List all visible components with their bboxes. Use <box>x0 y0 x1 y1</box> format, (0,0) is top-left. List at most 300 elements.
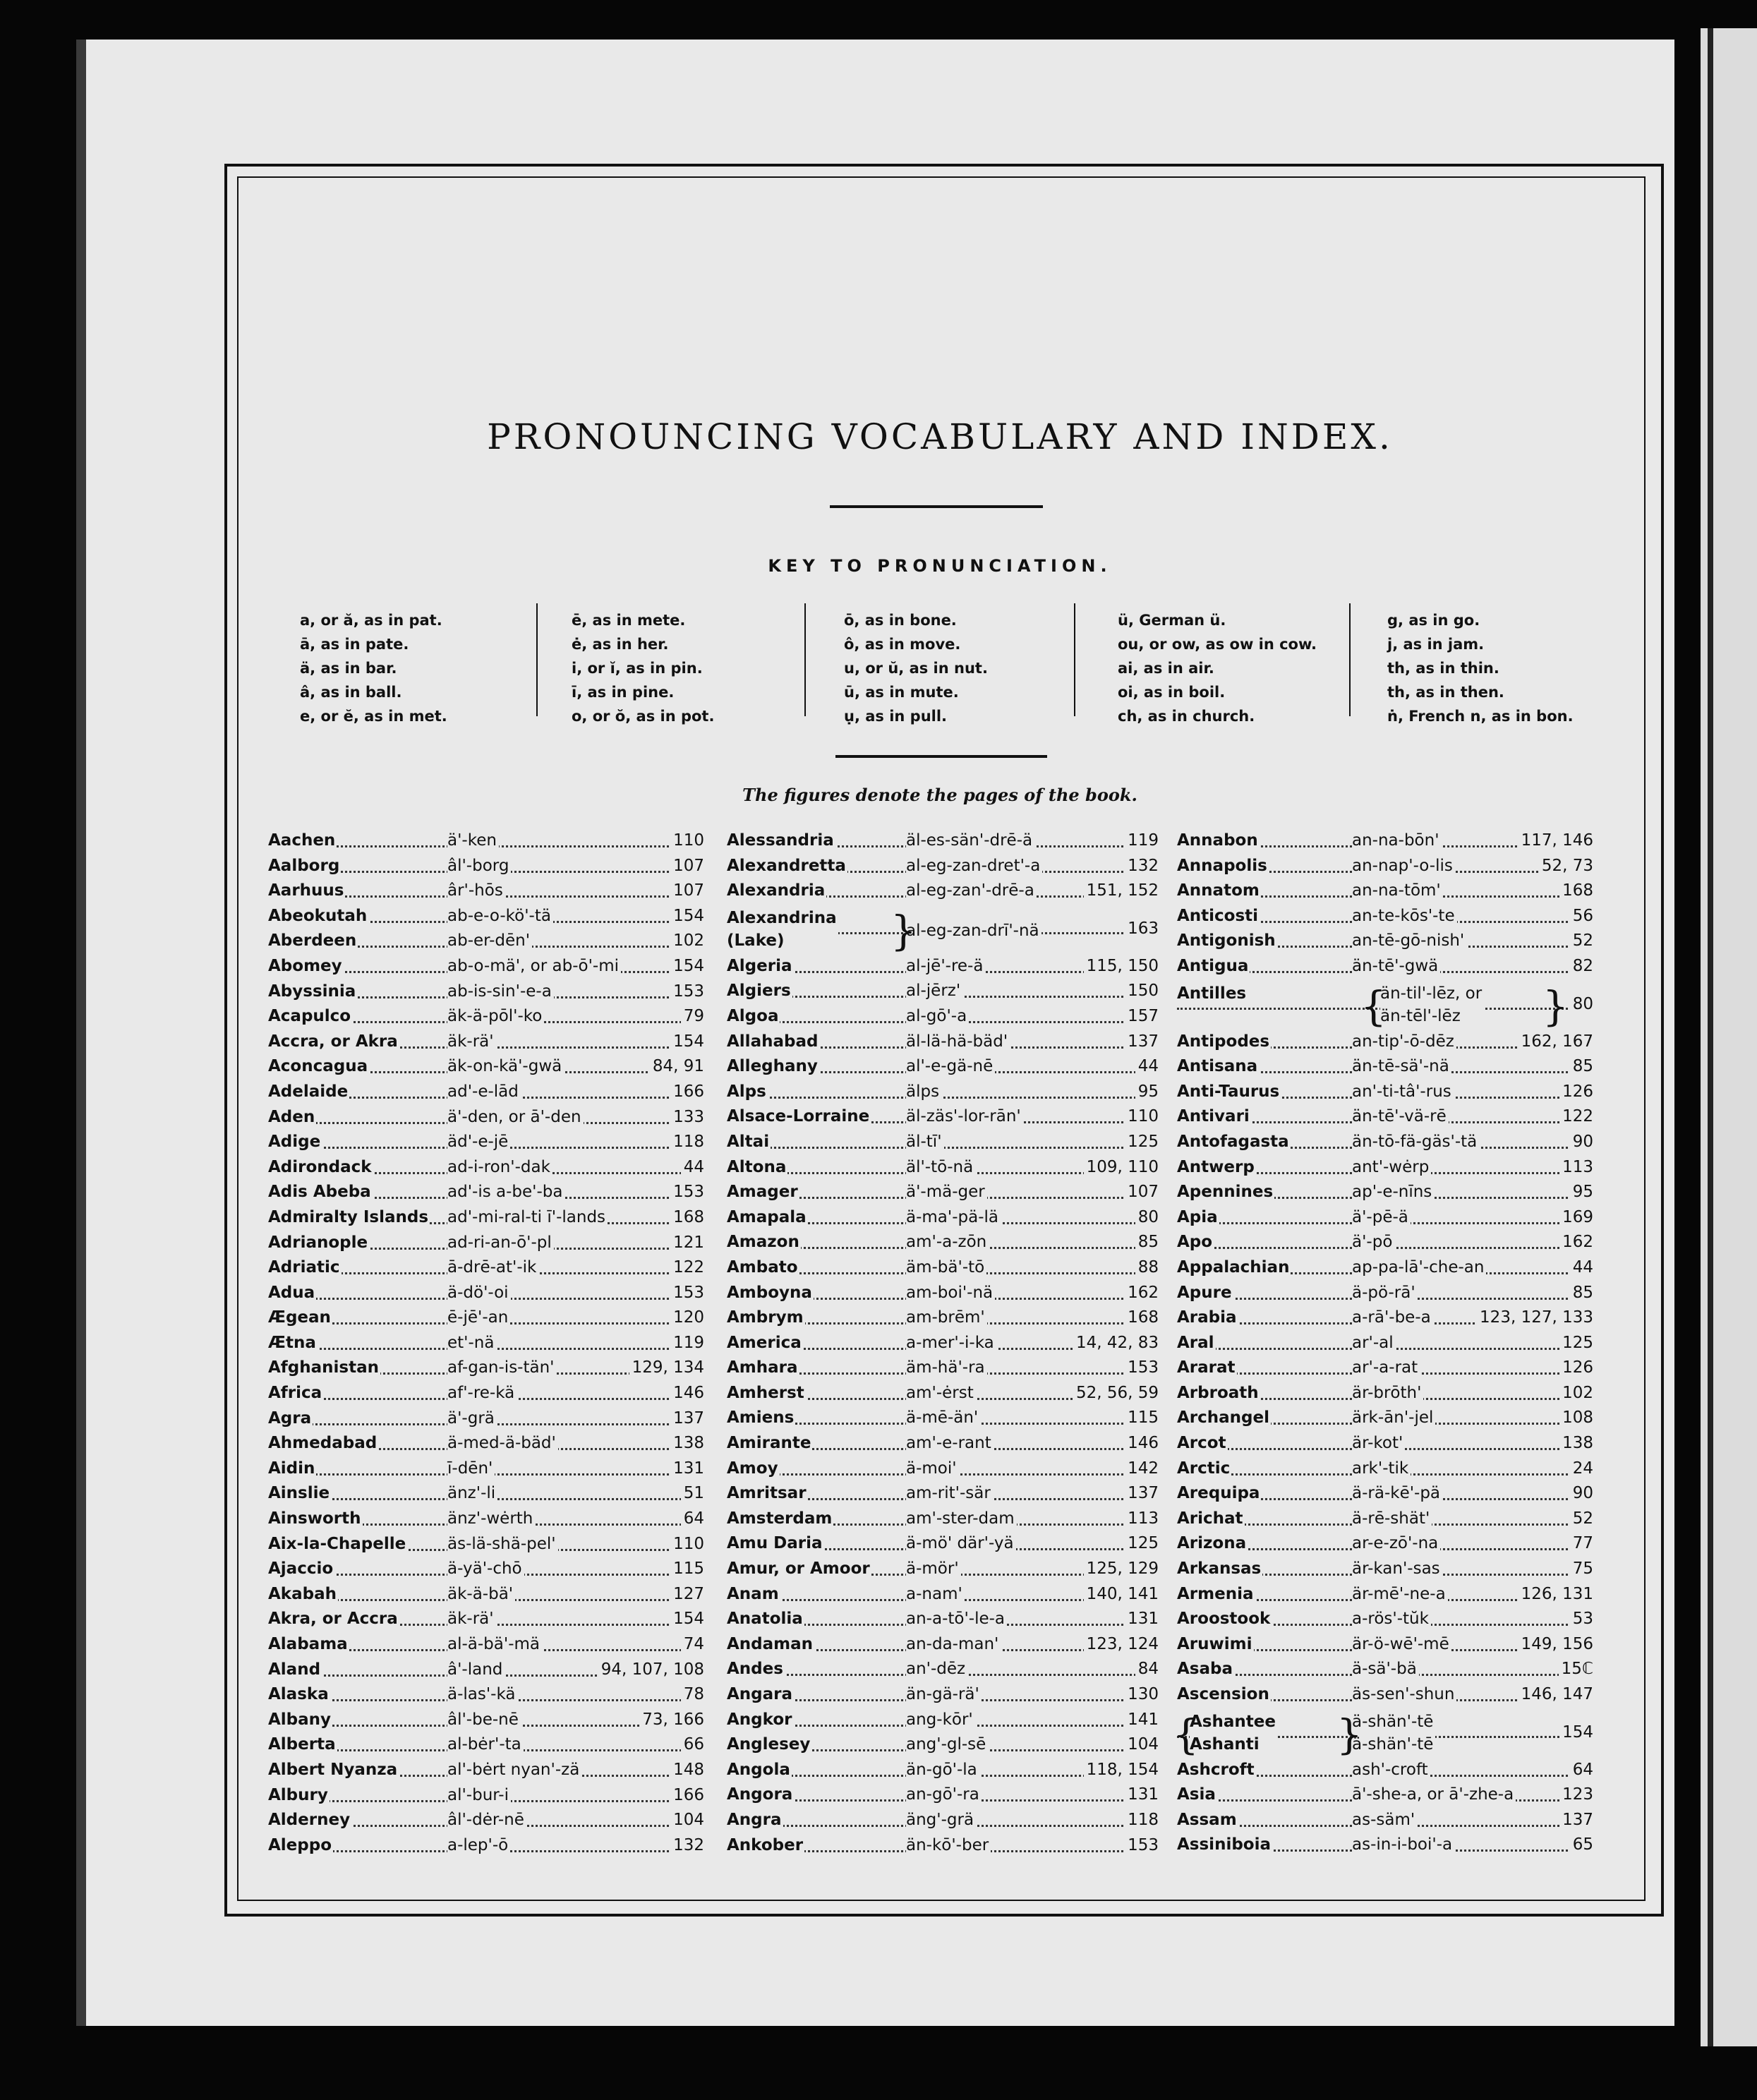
index-entry <box>1177 1384 1593 1409</box>
entry-pronunciation: an-da-man' <box>906 1635 1001 1653</box>
index-entry <box>727 1484 1159 1509</box>
entry-name: Amager <box>727 1183 798 1202</box>
index-entry <box>268 1358 704 1384</box>
entry-pronunciation: äl-zäs'-lor-rān' <box>906 1107 1023 1126</box>
index-entry <box>1177 1057 1593 1082</box>
pronunciation-line: ä-shän'-tē <box>1352 1734 1434 1754</box>
index-entry <box>727 1208 1159 1233</box>
index-entry <box>727 1710 1159 1736</box>
entry-name: Altona <box>727 1157 787 1176</box>
entry-name: Allahabad <box>727 1032 819 1051</box>
key-column-4 <box>1118 608 1317 728</box>
entry-name: Aalborg <box>268 856 340 875</box>
entry-pronunciation: al-gō'-a <box>906 1007 969 1025</box>
entry-pages: 137 <box>670 1409 704 1428</box>
index-entry <box>268 1811 704 1836</box>
entry-name: Antipodes <box>1177 1032 1270 1051</box>
entry-pronunciation: ash'-croft <box>1352 1761 1430 1779</box>
entry-name: Ajaccio <box>268 1559 334 1579</box>
entry-pronunciation: ap-pa-lā'-che-an <box>1352 1258 1486 1277</box>
entry-pages: 44 <box>681 1158 704 1176</box>
entry-name-line: (Lake) <box>727 931 785 950</box>
entry-pronunciation: ä'-pō <box>1352 1233 1394 1251</box>
index-entry <box>268 1233 704 1259</box>
key-entry: ụ, as in pull. <box>844 708 948 725</box>
entry-pages: 123, 124 <box>1084 1635 1159 1653</box>
entry-pronunciation: af'-re-kä <box>447 1384 517 1402</box>
entry-name: Aberdeen <box>268 931 357 951</box>
entry-pronunciation: är-brōth' <box>1352 1384 1423 1402</box>
entry-pages: 166 <box>670 1786 704 1804</box>
index-entry <box>1177 1835 1593 1861</box>
entry-pages: 162, 167 <box>1518 1032 1593 1051</box>
entry-pages: 64 <box>681 1509 704 1528</box>
key-column-3 <box>844 608 988 728</box>
index-entry <box>727 1735 1159 1761</box>
entry-pages: 168 <box>1125 1308 1159 1327</box>
entry-name: Apennines <box>1177 1183 1274 1202</box>
entry-name: Ægean <box>268 1308 331 1327</box>
entry-pronunciation: än-tē'-vä-rē <box>1352 1107 1449 1126</box>
entry-pronunciation: am-boi'-nä <box>906 1284 995 1302</box>
index-column-1 <box>268 831 704 1861</box>
entry-name: Adelaide <box>268 1082 349 1101</box>
index-entry <box>1177 1635 1593 1660</box>
entry-name: Andaman <box>727 1634 814 1653</box>
entry-pronunciation: älps <box>906 1082 941 1101</box>
index-entry <box>1177 982 1593 1032</box>
brace-symbol: } <box>890 906 917 955</box>
entry-pronunciation: ad-ri-an-ō'-pl <box>447 1233 554 1252</box>
entry-pages: 84 <box>1135 1660 1159 1678</box>
index-entry <box>727 1534 1159 1559</box>
index-entry <box>268 982 704 1008</box>
index-entry <box>727 1384 1159 1409</box>
index-entry <box>1173 1710 1593 1761</box>
entry-pages: 126 <box>1559 1358 1593 1377</box>
entry-name: Arctic <box>1177 1459 1231 1478</box>
entry-pronunciation: ab-is-sin'-e-a <box>447 982 554 1001</box>
entry-name: Apure <box>1177 1283 1232 1302</box>
entry-pronunciation: äk-ä-bä' <box>447 1585 515 1603</box>
index-entry <box>268 1409 704 1435</box>
entry-pronunciation: ä-dö'-oi <box>447 1284 511 1302</box>
entry-name: Ashcroft <box>1177 1760 1255 1779</box>
entry-pronunciation: än-gä-rä' <box>906 1685 982 1703</box>
entry-pages: 125 <box>1125 1133 1159 1151</box>
entry-pronunciation: äm-bä'-tō <box>906 1258 986 1277</box>
entry-pronunciation: am-brēm' <box>906 1308 987 1327</box>
entry-name: Antofagasta <box>1177 1132 1289 1151</box>
entry-pages: 129, 134 <box>629 1358 704 1377</box>
key-column-2 <box>572 608 714 728</box>
index-entry <box>727 1233 1159 1258</box>
index-entry <box>268 831 704 857</box>
entry-name: Anatolia <box>727 1610 803 1629</box>
entry-pages: 52, 56, 59 <box>1073 1384 1159 1402</box>
entry-pronunciation: ē-jē'-an <box>447 1308 510 1327</box>
entry-name: Ankober <box>727 1835 804 1854</box>
entry-pages: 115 <box>1125 1408 1159 1427</box>
entry-pages: 77 <box>1570 1534 1593 1552</box>
index-entry <box>1177 957 1593 982</box>
entry-pages: 123, 127, 133 <box>1477 1308 1593 1327</box>
index-entry <box>727 1408 1159 1434</box>
pronunciation-line: ä-shän'-tē <box>1352 1712 1434 1731</box>
entry-pronunciation: ä-rē-shät' <box>1352 1509 1432 1528</box>
index-entry <box>1177 1358 1593 1384</box>
index-entry <box>727 1761 1159 1786</box>
entry-pages: 130 <box>1125 1685 1159 1703</box>
entry-name: Adua <box>268 1283 315 1302</box>
entry-pronunciation: ab-er-dēn' <box>447 931 532 950</box>
entry-pronunciation: äk-rä' <box>447 1032 496 1051</box>
entry-pages: 107 <box>670 881 704 900</box>
entry-name-line: Alexandrina <box>727 908 837 927</box>
entry-pages: 137 <box>1125 1484 1159 1502</box>
index-entry <box>268 957 704 982</box>
entry-pronunciation: âl'-be-nē <box>447 1710 521 1729</box>
entry-pronunciation: al-jērz' <box>906 982 962 1000</box>
entry-pages: 94, 107, 108 <box>598 1660 704 1679</box>
entry-name: Ainsworth <box>268 1509 361 1528</box>
index-entry <box>1177 1258 1593 1284</box>
entry-name: Alderney <box>268 1811 351 1830</box>
entry-name: Adriatic <box>268 1258 340 1277</box>
index-entry <box>1177 1334 1593 1359</box>
entry-pronunciation: a-rā'-be-a <box>1352 1308 1433 1327</box>
entry-pages: 85 <box>1135 1233 1159 1251</box>
entry-name: Aral <box>1177 1333 1214 1352</box>
entry-pronunciation: änz'-wėrth <box>447 1509 535 1528</box>
key-rule <box>835 755 1047 758</box>
entry-name: Aden <box>268 1107 315 1126</box>
key-entry: j, as in jam. <box>1387 636 1485 653</box>
brace-symbol: { <box>1173 1710 1199 1758</box>
entry-pronunciation: âl'-dėr-nē <box>447 1811 526 1829</box>
entry-name: Asia <box>1177 1785 1216 1804</box>
entry-pages: 84, 91 <box>650 1057 704 1075</box>
entry-name: Ascension <box>1177 1685 1269 1703</box>
entry-pronunciation: äk-rä' <box>447 1610 496 1628</box>
entry-name: Accra, or Akra <box>268 1032 398 1051</box>
index-entry <box>727 1308 1159 1334</box>
entry-pronunciation: äm-hä'-ra <box>906 1358 987 1377</box>
entry-name: Arcot <box>1177 1434 1226 1453</box>
entry-name: Arabia <box>1177 1308 1237 1327</box>
index-entry <box>268 1258 704 1284</box>
entry-pages: 51 <box>681 1484 704 1502</box>
entry-pages: 80 <box>1570 995 1593 1013</box>
index-entry <box>1177 881 1593 907</box>
entry-pages: 107 <box>670 857 704 875</box>
entry-pages: 118, 154 <box>1084 1761 1159 1779</box>
index-entry <box>1177 1233 1593 1258</box>
entry-name: Amur, or Amoor <box>727 1559 870 1579</box>
entry-pages: 163 <box>1125 919 1159 938</box>
entry-name: Annabon <box>1177 831 1258 850</box>
entry-pages: 146 <box>1125 1434 1159 1452</box>
key-entry: ė, as in her. <box>572 636 669 653</box>
index-entry <box>727 982 1159 1007</box>
entry-pages: 131 <box>1125 1610 1159 1628</box>
entry-pages: 133 <box>670 1108 704 1126</box>
entry-name: Amritsar <box>727 1484 807 1503</box>
entry-pronunciation: äs-lä-shä-pel' <box>447 1535 558 1553</box>
entry-pages: 117, 146 <box>1518 831 1593 850</box>
entry-pages: 127 <box>670 1585 704 1603</box>
entry-pages: 154 <box>670 1610 704 1628</box>
pronunciation-line: än-til'-lēz, or <box>1380 984 1483 1003</box>
index-entry <box>268 1761 704 1786</box>
entry-name: Arbroath <box>1177 1383 1259 1402</box>
entry-name: Amhara <box>727 1358 798 1377</box>
entry-pages: 110 <box>1125 1107 1159 1126</box>
entry-pages: 149, 156 <box>1518 1635 1593 1653</box>
entry-pages: 121 <box>670 1233 704 1252</box>
index-entry <box>1177 1032 1593 1058</box>
entry-name: Arequipa <box>1177 1484 1260 1503</box>
entry-pronunciation: a-rös'-tŭk <box>1352 1610 1431 1628</box>
index-entry <box>268 1660 704 1686</box>
index-entry <box>268 931 704 957</box>
entry-name: Alsace-Lorraine <box>727 1107 870 1126</box>
key-entry: ō, as in bone. <box>844 612 957 629</box>
entry-pages: 24 <box>1570 1459 1593 1478</box>
key-column-1 <box>300 608 447 728</box>
entry-pages: 64 <box>1570 1761 1593 1779</box>
entry-pages: 119 <box>670 1334 704 1352</box>
entry-name: Ahmedabad <box>268 1434 378 1453</box>
entry-pronunciation: ad'-is a-be'-ba <box>447 1183 564 1201</box>
entry-pages: 73, 166 <box>639 1710 704 1729</box>
page-gutter-shadow <box>76 40 86 2026</box>
entry-pages: 138 <box>1559 1434 1593 1452</box>
entry-pages: 90 <box>1570 1484 1593 1502</box>
entry-pages: 85 <box>1570 1284 1593 1302</box>
entry-pages: 142 <box>1125 1459 1159 1478</box>
entry-name: Adrianople <box>268 1233 368 1252</box>
entry-name: Antwerp <box>1177 1157 1255 1176</box>
entry-pronunciation: ä-mör' <box>906 1559 961 1578</box>
entry-pronunciation: ä-moi' <box>906 1459 959 1478</box>
entry-name: Alexandretta <box>727 856 846 875</box>
entry-pages: 113 <box>1559 1158 1593 1176</box>
entry-name: Africa <box>268 1384 322 1403</box>
index-column-3 <box>1173 831 1593 1861</box>
entry-pronunciation: an-tip'-ō-dēz <box>1352 1032 1456 1051</box>
entry-pages: 168 <box>1559 881 1593 900</box>
entry-name: Aruwimi <box>1177 1634 1252 1653</box>
entry-name: Anti-Taurus <box>1177 1082 1280 1101</box>
key-column-5 <box>1387 608 1574 728</box>
entry-pages: 108 <box>1559 1408 1593 1427</box>
entry-name: Alaska <box>268 1685 329 1704</box>
index-entry <box>1177 1509 1593 1535</box>
entry-name: Amapala <box>727 1207 807 1226</box>
entry-pronunciation: âr'-hōs <box>447 881 505 900</box>
entry-pages: 85 <box>1570 1057 1593 1075</box>
key-separator <box>1074 603 1075 716</box>
index-entry <box>1177 1534 1593 1559</box>
entry-name: Arkansas <box>1177 1559 1262 1579</box>
index-entry <box>1177 1685 1593 1710</box>
entry-pronunciation: al-jē'-re-ä <box>906 957 985 975</box>
entry-pronunciation: ä-las'-kä <box>447 1685 518 1703</box>
entry-name: Antivari <box>1177 1107 1250 1126</box>
entry-pages: 148 <box>670 1761 704 1779</box>
entry-pages: 110 <box>670 831 704 850</box>
index-entry <box>727 1585 1159 1610</box>
entry-name: Adis Abeba <box>268 1183 371 1202</box>
index-entry <box>727 1284 1159 1309</box>
entry-pages: 66 <box>681 1735 704 1754</box>
entry-pronunciation: är-ö-wē'-mē <box>1352 1635 1451 1653</box>
entry-pages: 102 <box>670 931 704 950</box>
key-entry: g, as in go. <box>1387 612 1480 629</box>
index-entry <box>268 1559 704 1585</box>
entry-pages: 90 <box>1570 1133 1593 1151</box>
entry-pronunciation: ä-med-ä-bäd' <box>447 1434 558 1452</box>
entry-pages: 126 <box>1559 1082 1593 1101</box>
entry-pronunciation: ī-dēn' <box>447 1459 495 1478</box>
entry-pronunciation: äs-sen'-shun <box>1352 1685 1456 1703</box>
key-entry: i, or ĭ, as in pin. <box>572 660 703 677</box>
index-entry <box>1177 1308 1593 1334</box>
entry-pronunciation: äl'-tō-nä <box>906 1158 975 1176</box>
index-entry <box>1177 1434 1593 1459</box>
entry-pages: 123 <box>1559 1785 1593 1804</box>
entry-name: Armenia <box>1177 1584 1254 1603</box>
entry-name: Angora <box>727 1785 793 1804</box>
entry-pronunciation: ä-pö-rā' <box>1352 1284 1418 1302</box>
index-entry <box>1177 1408 1593 1434</box>
entry-pronunciation: an-na-bōn' <box>1352 831 1442 850</box>
index-entry <box>268 1434 704 1459</box>
entry-pages: 157 <box>1125 1007 1159 1025</box>
index-entry <box>268 1685 704 1710</box>
entry-pages: 122 <box>670 1258 704 1277</box>
entry-name: Aachen <box>268 831 336 850</box>
entry-pages: 132 <box>1125 857 1159 875</box>
entry-name: Ambato <box>727 1257 798 1277</box>
entry-pronunciation: as-säm' <box>1352 1811 1417 1829</box>
entry-name: Angkor <box>727 1710 792 1729</box>
entry-pages: 107 <box>1125 1183 1159 1201</box>
key-entry: ou, or ow, as ow in cow. <box>1118 636 1317 653</box>
index-entry <box>727 1635 1159 1660</box>
entry-name: Anam <box>727 1584 779 1603</box>
index-entry <box>727 1459 1159 1485</box>
index-entry <box>1177 1208 1593 1233</box>
index-entry <box>1177 1811 1593 1836</box>
entry-pronunciation: än-kō'-ber <box>906 1836 991 1854</box>
entry-pronunciation: äl-lä-hä-bäd' <box>906 1032 1010 1051</box>
entry-name-line: Ashanti <box>1190 1734 1260 1754</box>
entry-pages: 118 <box>1125 1811 1159 1829</box>
entry-pronunciation: är-kot' <box>1352 1434 1405 1452</box>
entry-pronunciation: ar'-al <box>1352 1334 1396 1352</box>
entry-pronunciation: ab-e-o-kö'-tä <box>447 907 553 925</box>
index-entry <box>727 1107 1159 1133</box>
entry-pages: 153 <box>1125 1358 1159 1377</box>
entry-name: Amazon <box>727 1233 799 1252</box>
entry-pages: 146 <box>670 1384 704 1402</box>
entry-pages: 162 <box>1125 1284 1159 1302</box>
entry-name: Abyssinia <box>268 982 356 1001</box>
index-entry <box>268 1710 704 1736</box>
index-entry <box>268 1032 704 1058</box>
entry-pronunciation: ä-mē-än' <box>906 1408 980 1427</box>
entry-name: Ararat <box>1177 1358 1236 1377</box>
index-entry <box>268 907 704 932</box>
key-separator <box>536 603 538 716</box>
key-entry: ū, as in mute. <box>844 684 959 701</box>
entry-pronunciation: al-bėr'-ta <box>447 1735 524 1754</box>
entry-name: Aix-la-Chapelle <box>268 1534 406 1553</box>
key-entry: ī, as in pine. <box>572 684 675 701</box>
key-entry: u, or ŭ, as in nut. <box>844 660 988 677</box>
key-entry: th, as in then. <box>1387 684 1504 701</box>
entry-pronunciation: äk-on-kä'-gwä <box>447 1057 564 1075</box>
entry-pages: 104 <box>670 1811 704 1829</box>
entry-pronunciation: än-tē-sä'-nä <box>1352 1057 1451 1075</box>
entry-pages: 115 <box>670 1559 704 1578</box>
entry-pages: 75 <box>1570 1559 1593 1578</box>
index-entry <box>1177 1183 1593 1208</box>
entry-pronunciation: ä'-grä <box>447 1409 497 1428</box>
entry-pronunciation: al-eg-zan'-drē-a <box>906 881 1037 900</box>
entry-pronunciation: an-na-tōm' <box>1352 881 1443 900</box>
entry-name: Antigua <box>1177 956 1249 975</box>
entry-pronunciation: äk-ä-pōl'-ko <box>447 1007 544 1025</box>
entry-name: Admiralty Islands <box>268 1207 429 1226</box>
index-entry <box>1177 1785 1593 1811</box>
entry-pronunciation: al-ä-bä'-mä <box>447 1635 542 1653</box>
entry-pages: 154 <box>670 1032 704 1051</box>
index-entry <box>1177 1610 1593 1635</box>
entry-pronunciation: änz'-li <box>447 1484 497 1502</box>
entry-pages: 118 <box>670 1133 704 1151</box>
entry-name: Altai <box>727 1132 770 1151</box>
entry-name: Amiens <box>727 1408 795 1428</box>
entry-pages: 56 <box>1570 907 1593 925</box>
entry-name: Appalachian <box>1177 1257 1290 1277</box>
entry-name: Anticosti <box>1177 906 1259 925</box>
index-entry <box>1177 1133 1593 1158</box>
entry-pronunciation: an'-dēz <box>906 1660 967 1678</box>
index-entry <box>727 1836 1159 1861</box>
index-entry <box>727 1133 1159 1158</box>
entry-pages: 115, 150 <box>1084 957 1159 975</box>
key-entry: o, or ŏ, as in pot. <box>572 708 715 725</box>
index-entry <box>727 1032 1159 1058</box>
entry-pages: 153 <box>670 1183 704 1201</box>
index-entry <box>727 1358 1159 1384</box>
entry-name: Amsterdam <box>727 1509 833 1528</box>
index-entry <box>727 881 1159 907</box>
page-title: PRONOUNCING VOCABULARY AND INDEX. <box>487 416 1393 457</box>
entry-name: Aland <box>268 1660 321 1679</box>
entry-pronunciation: än-tō-fä-gäs'-tä <box>1352 1133 1479 1151</box>
facing-page-edge <box>1701 28 1757 2046</box>
entry-name: Ainslie <box>268 1484 330 1503</box>
entry-name: Alps <box>727 1082 766 1101</box>
index-entry <box>727 1610 1159 1635</box>
index-entry <box>727 1509 1159 1535</box>
entry-pronunciation: al'-bur-i <box>447 1786 511 1804</box>
entry-name: Adige <box>268 1133 321 1152</box>
